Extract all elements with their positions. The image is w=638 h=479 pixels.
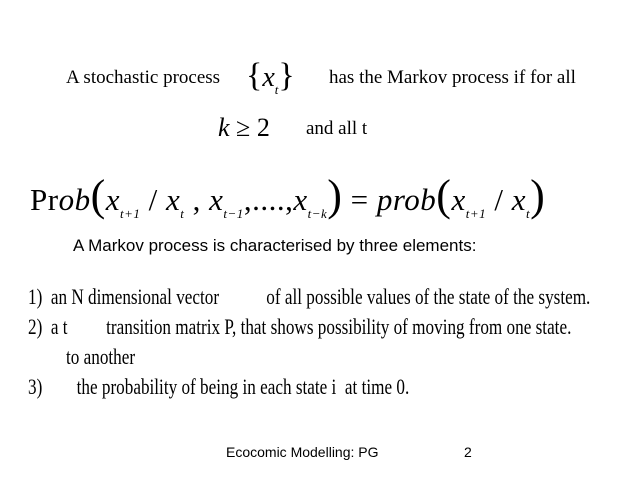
list-item-3 <box>28 374 517 400</box>
subtitle: A Markov process is characterised by three elements: <box>73 236 477 255</box>
footer-label: Ecocomic Modelling: PG <box>226 444 379 460</box>
set-x: x <box>262 62 275 93</box>
intro-text-after: has the Markov process if for all <box>329 67 576 88</box>
list-num-3: 3) <box>28 374 43 399</box>
list-item-2-cont <box>66 344 155 370</box>
condition-tail: and all t <box>306 118 368 139</box>
eq-pr: Pr <box>30 182 59 217</box>
list-num-2: 2) <box>28 314 43 339</box>
set-open: { <box>246 57 263 94</box>
condition: k ≥ 2 <box>218 113 270 142</box>
list-item-1 <box>28 284 638 310</box>
set-notation <box>246 57 295 95</box>
eq-sub-6: t <box>526 206 531 221</box>
list-item-2 <box>28 314 638 340</box>
eq-sub-2: t <box>180 206 185 221</box>
eq-sub-1: t+1 <box>120 206 141 221</box>
eq-equals: = <box>350 182 369 217</box>
set-subscript: t <box>274 82 279 97</box>
set-close: } <box>278 57 295 94</box>
intro-text-before: A stochastic process <box>66 67 221 88</box>
list-text-2-cont: to another <box>66 344 136 369</box>
eq-sub-4: t−k <box>307 206 328 221</box>
markov-equation: $Prob(x_{t+1} / x_t$ , $x_{t-1},....,x_{t-k}$) = $prob(x_{t+1} / x_t)$ <box>30 171 546 221</box>
list-text-3: the probability of being in each state i at time 0. <box>50 374 410 399</box>
eq-sub-5: t+1 <box>465 206 487 221</box>
page-number: 2 <box>464 444 472 460</box>
eq-prob: prob <box>376 182 437 217</box>
list-text-1: an N dimensional vector of all possible values of the state of the system. <box>50 284 591 309</box>
eq-ob: ob <box>58 182 91 217</box>
list-num-1: 1) <box>28 284 43 309</box>
eq-sub-3: t−1 <box>223 206 244 221</box>
list-text-2: a t transition matrix P, that shows possibility of moving from one state. <box>50 314 572 339</box>
